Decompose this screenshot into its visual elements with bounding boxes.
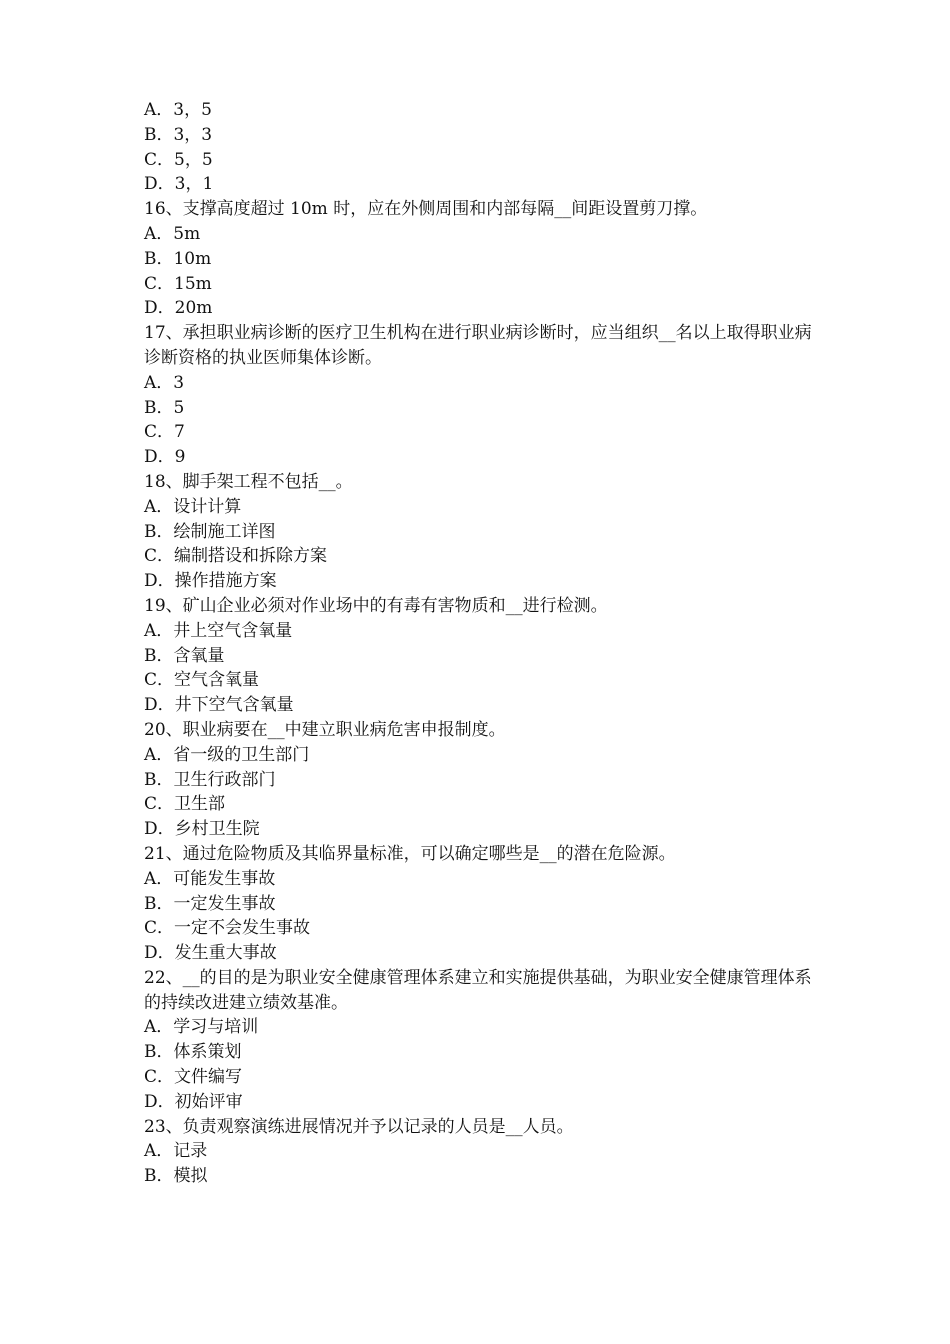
question-text: 23、负责观察演练进展情况并予以记录的人员是__人员。 [144,1116,574,1137]
answer-option: B．一定发生事故 [144,893,276,914]
answer-option: C．7 [144,422,185,443]
question-list [144,98,824,1189]
answer-option: A．井上空气含氧量 [144,620,293,641]
answer-option: B．模拟 [144,1166,208,1187]
answer-option: A．记录 [144,1141,208,1162]
answer-option: C．15m [144,273,212,294]
question-text: 19、矿山企业必须对作业场中的有毒有害物质和__进行检测。 [144,595,608,616]
answer-option: D．20m [144,298,213,319]
answer-option: B．绘制施工详图 [144,521,276,542]
question-text: 21、通过危险物质及其临界量标准，可以确定哪些是__的潜在危险源。 [144,843,676,864]
answer-option: B．3，3 [144,124,213,145]
answer-option: C．卫生部 [144,794,226,815]
answer-option: A．3，5 [144,100,212,120]
answer-option: D．发生重大事故 [144,943,277,964]
answer-option: C．一定不会发生事故 [144,918,311,939]
question-text: 22、__的目的是为职业安全健康管理体系建立和实施提供基础，为职业安全健康管理体系的持续改进建立绩效基准。 [144,967,812,1013]
question-text: 17、承担职业病诊断的医疗卫生机构在进行职业病诊断时，应当组织__名以上取得职业病诊断资格的执业医师集体诊断。 [144,323,812,368]
answer-option: A．省一级的卫生部门 [144,744,310,765]
answer-option: C．5，5 [144,149,213,170]
answer-option: D．9 [144,447,186,468]
answer-option: D．操作措施方案 [144,571,277,592]
answer-option: D．井下空气含氧量 [144,695,294,716]
answer-option: D．3，1 [144,174,214,195]
answer-option: A．可能发生事故 [144,868,276,889]
answer-option: A．3 [144,372,185,393]
answer-option: B．10m [144,248,212,269]
question-text: 18、脚手架工程不包括__。 [144,471,353,492]
answer-option: C．编制搭设和拆除方案 [144,546,328,567]
answer-option: B．体系策划 [144,1042,242,1063]
question-text: 20、职业病要在__中建立职业病危害申报制度。 [144,719,506,740]
answer-option: D．初始评审 [144,1091,243,1112]
question-text: 16、支撑高度超过 10m 时，应在外侧周围和内部每隔__间距设置剪刀撑。 [144,199,708,220]
answer-option: D．乡村卫生院 [144,819,260,840]
answer-option: A．设计计算 [144,496,242,517]
answer-option: B．5 [144,397,185,418]
answer-option: C．文件编写 [144,1067,243,1088]
answer-option: B．含氧量 [144,645,225,666]
answer-option: A．学习与培训 [144,1017,259,1038]
answer-option: B．卫生行政部门 [144,769,276,790]
answer-option: A．5m [144,223,201,244]
answer-option: C．空气含氧量 [144,670,260,691]
